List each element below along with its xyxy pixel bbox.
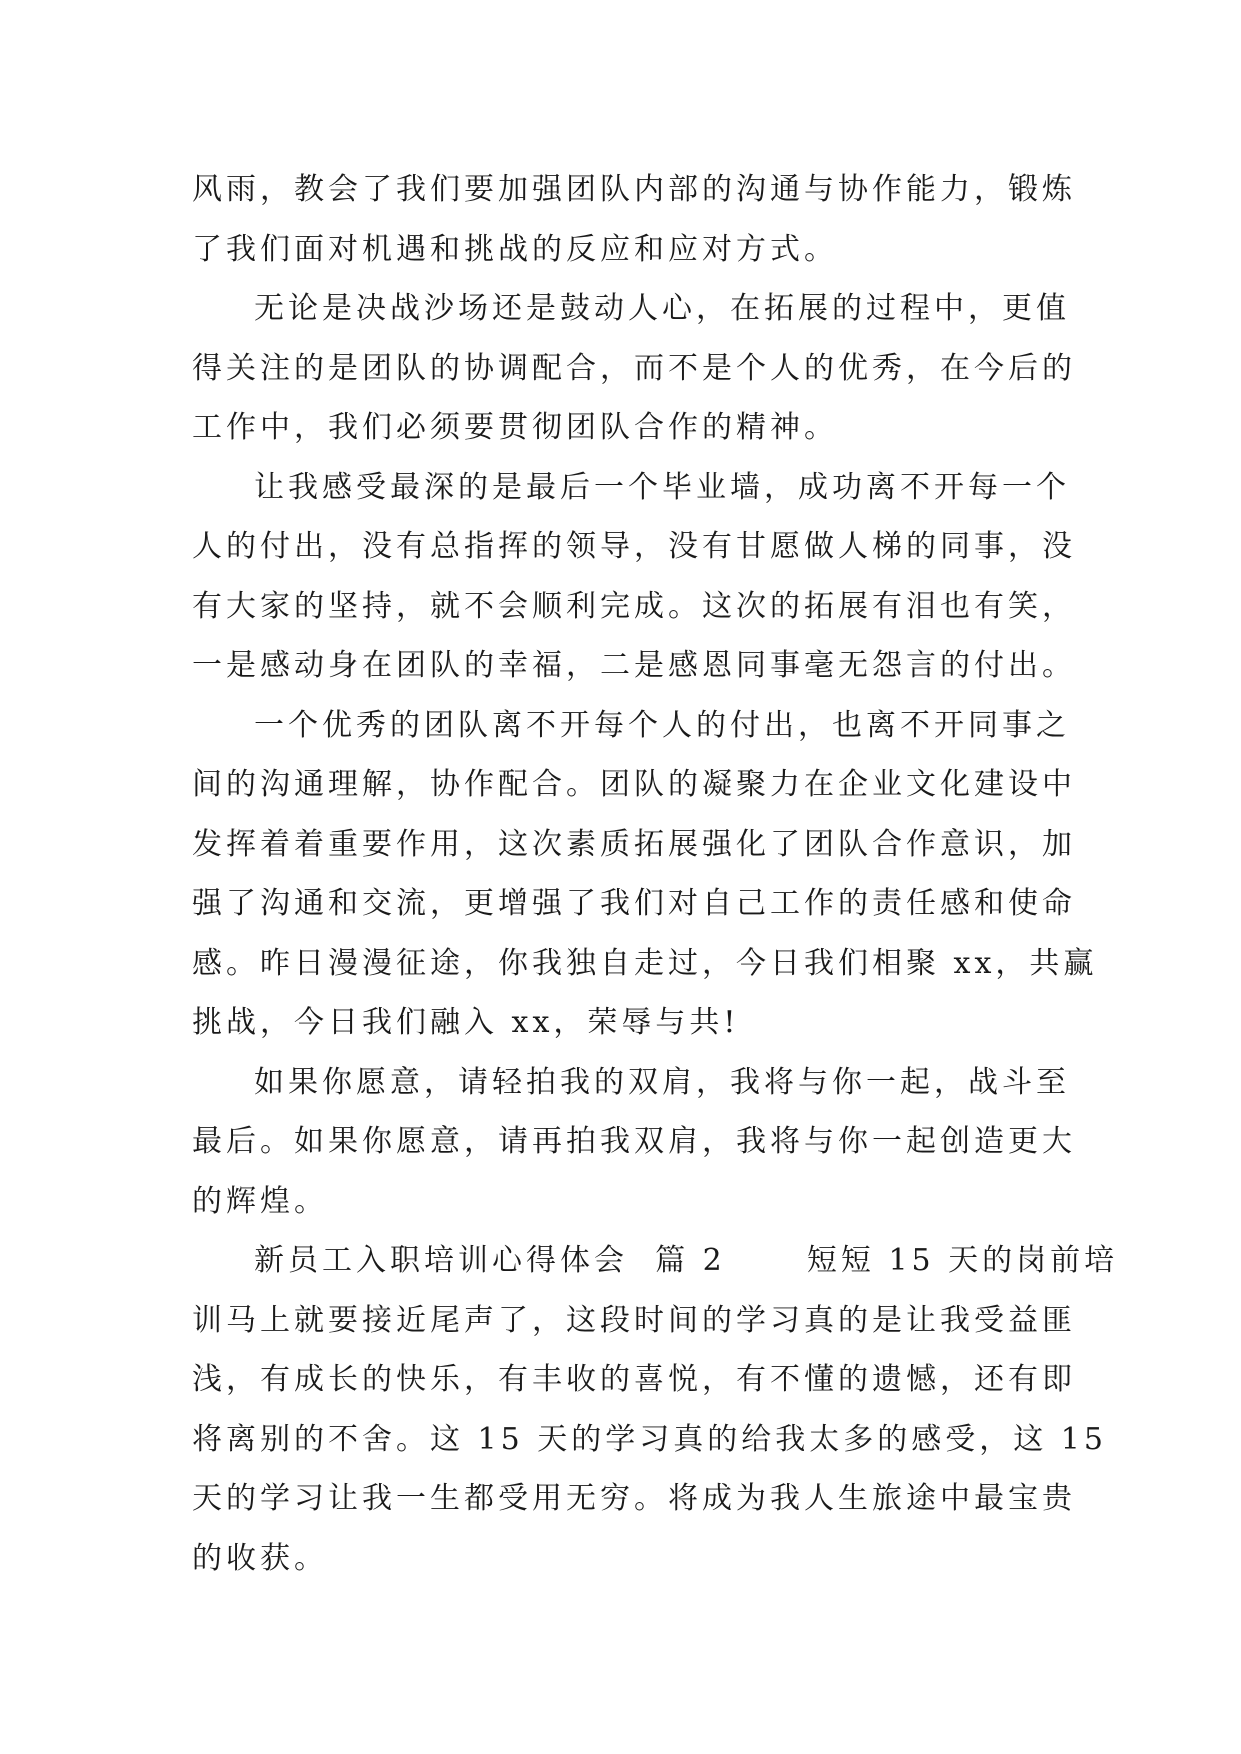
text-line: 挑战，今日我们融入 xx，荣辱与共! xyxy=(192,1005,740,1040)
paragraph xyxy=(192,160,1076,279)
text-line: 得关注的是团队的协调配合，而不是个人的优秀，在今后的 xyxy=(192,350,1076,386)
text-line: 一个优秀的团队离不开每个人的付出，也离不开同事之 xyxy=(254,707,1070,743)
text-line: 风雨，教会了我们要加强团队内部的沟通与协作能力，锻炼 xyxy=(192,172,1076,207)
text-line: 的辉煌。 xyxy=(192,1183,328,1219)
text-line: 如果你愿意，请轻拍我的双肩，我将与你一起，战斗至 xyxy=(254,1064,1070,1100)
text-line: 发挥着着重要作用，这次素质拓展强化了团队合作意识，加 xyxy=(192,826,1076,862)
text-line: 了我们面对机遇和挑战的反应和应对方式。 xyxy=(192,231,838,267)
text-line: 让我感受最深的是最后一个毕业墙，成功离不开每一个 xyxy=(254,469,1070,505)
text-line: 有大家的坚持，就不会顺利完成。这次的拓展有泪也有笑， xyxy=(192,588,1076,624)
text-line: 的收获。 xyxy=(192,1540,328,1576)
text-line: 人的付出，没有总指挥的领导，没有甘愿做人梯的同事，没 xyxy=(192,529,1076,564)
text-line: 浅，有成长的快乐，有丰收的喜悦，有不懂的遗憾，还有即 xyxy=(192,1362,1076,1397)
text-line: 将离别的不舍。这 15 天的学习真的给我太多的感受，这 15 xyxy=(192,1421,1107,1457)
paragraph xyxy=(192,279,1076,458)
paragraph xyxy=(192,1053,1076,1232)
text-line: 一是感动身在团队的幸福，二是感恩同事毫无怨言的付出。 xyxy=(192,648,1076,683)
text-line: 训马上就要接近尾声了，这段时间的学习真的是让我受益匪 xyxy=(192,1302,1076,1338)
paragraph xyxy=(192,696,1098,1053)
text-line: 无论是决战沙场还是鼓动人心，在拓展的过程中，更值 xyxy=(254,291,1070,326)
paragraph xyxy=(192,458,1076,696)
text-line: 间的沟通理解，协作配合。团队的凝聚力在企业文化建设中 xyxy=(192,767,1076,802)
text-line: 新员工入职培训心得体会 篇 2 短短 15 天的岗前培 xyxy=(254,1243,1119,1278)
text-line: 工作中，我们必须要贯彻团队合作的精神。 xyxy=(192,410,838,445)
document-body xyxy=(192,160,1119,1588)
text-line: 强了沟通和交流，更增强了我们对自己工作的责任感和使命 xyxy=(192,886,1076,921)
paragraph xyxy=(192,1231,1119,1588)
text-line: 感。昨日漫漫征途，你我独自走过，今日我们相聚 xx，共赢 xyxy=(192,945,1098,981)
text-line: 最后。如果你愿意，请再拍我双肩，我将与你一起创造更大 xyxy=(192,1124,1076,1159)
text-line: 天的学习让我一生都受用无穷。将成为我人生旅途中最宝贵 xyxy=(192,1481,1076,1516)
